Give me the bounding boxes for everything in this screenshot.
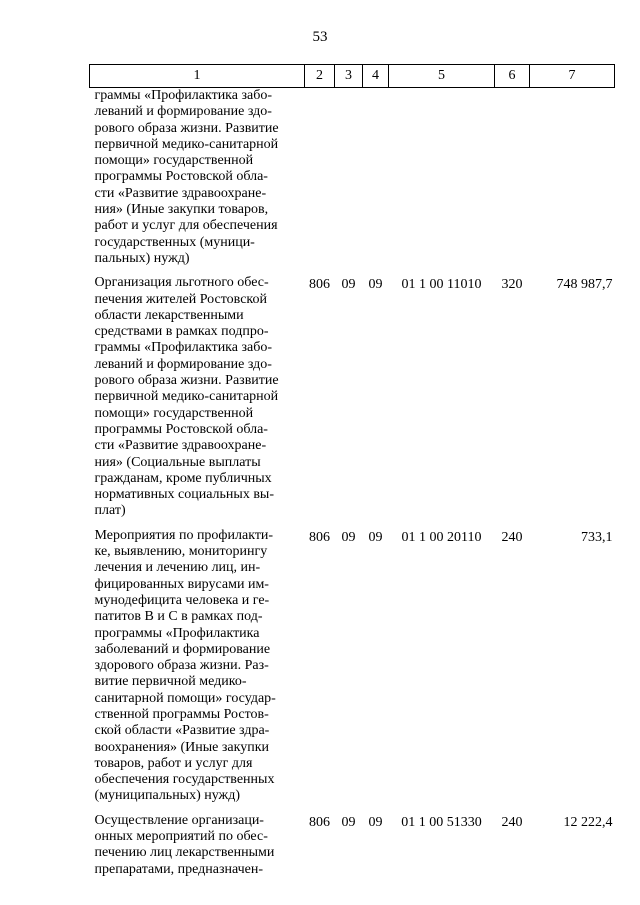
page-number: 53	[312, 29, 328, 45]
col-header-3: 3	[335, 65, 363, 88]
row-target-article: 01 1 00 51330	[401, 814, 482, 830]
row-target-article: 01 1 00 11010	[401, 277, 482, 293]
column-number-row	[90, 65, 615, 88]
row-name: Осуществление организаци- онных мероприятий по обес- печению лиц лекарственными препаратами, предназначен-	[94, 812, 275, 877]
row-expense-type: 240	[501, 529, 523, 545]
col-header-6: 6	[495, 65, 530, 88]
row-amount: 733,1	[581, 529, 613, 545]
col-header-4: 4	[363, 65, 389, 88]
col-header-2: 2	[305, 65, 335, 88]
budget-table	[89, 64, 615, 886]
row-amount	[530, 88, 615, 276]
row-section-code	[335, 88, 363, 276]
col-header-5: 5	[389, 65, 495, 88]
row-subsection-code	[363, 88, 389, 276]
row-expense-type: 240	[501, 814, 523, 830]
table-row	[90, 528, 615, 813]
row-section-code: 09	[341, 277, 356, 293]
row-ministry-code: 806	[309, 277, 330, 293]
table-row	[90, 88, 615, 276]
row-subsection-code: 09	[368, 277, 383, 293]
row-section-code: 09	[341, 814, 356, 830]
row-target-article: 01 1 00 20110	[401, 529, 482, 545]
row-subsection-code: 09	[368, 814, 383, 830]
row-target-article	[389, 88, 495, 276]
row-ministry-code	[305, 88, 335, 276]
col-header-1: 1	[90, 65, 305, 88]
row-name: Мероприятия по профилакти- ке, выявлению, мониторингу лечения и лечению лиц, ин- фицированных вирусами им- мунодефицита человека и ге- патитов В и С в рамках под- программы «Профилактика заболеваний и формирование здорового образа жизни. Раз- витие первичной медико- санитарной помощи» государ- ственной программы Ростов- ской области «Развитие здра- воохранения» (Иные закупки товаров, работ и услуг для обеспечения государственных (муниципальных) нужд)	[94, 527, 276, 804]
row-expense-type: 320	[501, 277, 523, 293]
row-amount: 748 987,7	[556, 277, 613, 293]
row-name: граммы «Профилактика забо- леваний и формирование здо- рового образа жизни. Развитие первичной медико-санитарной помощи» государственной программы Ростовской обла- сти «Развитие здравоохране- ния» (Иные закупки товаров, работ и услуг для обеспечения государственных (муници- пальных) нужд)	[94, 88, 279, 266]
row-section-code: 09	[341, 529, 356, 545]
row-ministry-code: 806	[309, 814, 330, 830]
row-amount: 12 222,4	[563, 814, 613, 830]
row-ministry-code: 806	[309, 529, 330, 545]
table-row	[90, 813, 615, 886]
row-name: Организация льготного обес- печения жителей Ростовской области лекарственными средствами в рамках подпро- граммы «Профилактика забо- леваний и формирование здо- рового образа жизни. Развитие первичной медико-санитарной помощи» государственной программы Ростовской обла- сти «Развитие здравоохране- ния» (Социальные выплаты гражданам, кроме публичных нормативных социальных вы- плат)	[94, 275, 279, 519]
table-row	[90, 275, 615, 527]
row-expense-type	[495, 88, 530, 276]
row-subsection-code: 09	[368, 529, 383, 545]
col-header-7: 7	[530, 65, 615, 88]
